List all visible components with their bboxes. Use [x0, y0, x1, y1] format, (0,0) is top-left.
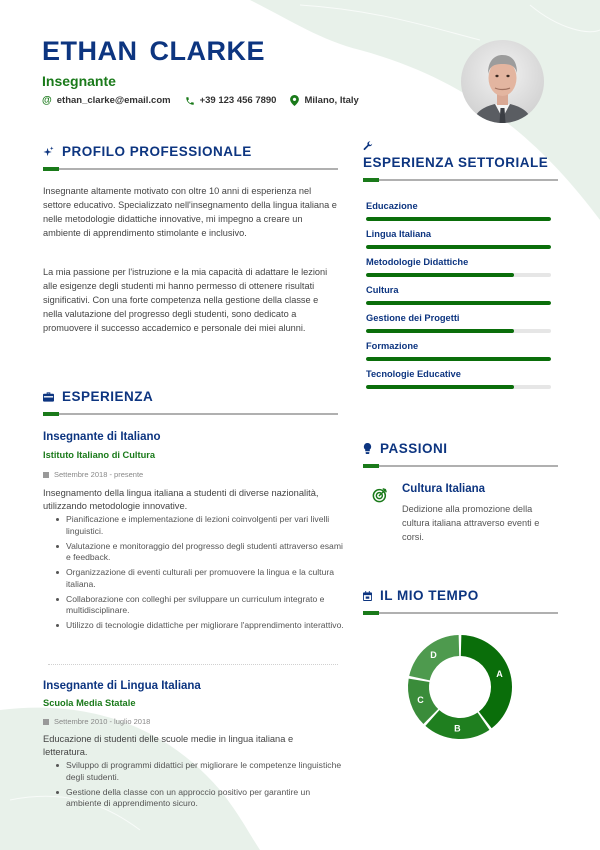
skill-bar-fill — [366, 329, 514, 333]
donut-label-b: B — [454, 723, 461, 734]
skill-item — [366, 369, 556, 397]
section-divider — [363, 465, 558, 467]
skill-item — [366, 341, 556, 369]
job-company: Istituto Italiano di Cultura — [43, 450, 156, 460]
time-section-title — [363, 588, 558, 603]
skill-bar — [366, 217, 551, 221]
job-bullet: Gestione della classe con un approccio positivo per garantire un ambiente di apprendimento sicuro. — [55, 787, 345, 810]
at-icon: @ — [42, 95, 52, 106]
job-bullet: Pianificazione e implementazione di lezioni coinvolgenti per vari livelli linguistici. — [55, 514, 345, 537]
skill-item — [366, 285, 556, 313]
passion-title: Cultura Italiana — [402, 483, 486, 495]
skill-name: Cultura — [366, 285, 399, 295]
section-divider — [43, 413, 338, 415]
profile-section-title — [43, 144, 338, 159]
lightbulb-icon — [363, 443, 372, 454]
job-bullet-list — [55, 760, 345, 813]
passion-description: Dedizione alla promozione della cultura italiana attraverso eventi e corsi. — [402, 504, 540, 542]
passions-section-title — [363, 441, 558, 456]
candidate-name: ETHAN CLARKE — [42, 36, 265, 66]
briefcase-icon — [43, 392, 54, 402]
contact-location-text: Milano, Italy — [304, 95, 359, 106]
skill-name: Formazione — [366, 341, 419, 351]
skill-bar — [366, 245, 551, 249]
passions-section-header — [363, 441, 558, 467]
skill-bar — [366, 329, 551, 333]
contact-email-text: ethan_clarke@email.com — [56, 95, 171, 106]
contact-phone[interactable] — [185, 95, 277, 106]
skill-item — [366, 313, 556, 341]
donut-label-a: A — [496, 669, 503, 680]
time-section-header — [363, 588, 558, 614]
section-divider — [363, 179, 558, 181]
donut-slice-a — [461, 635, 512, 728]
skill-bar-fill — [366, 301, 551, 305]
skill-name: Educazione — [366, 201, 418, 211]
profile-title-text: PROFILO PROFESSIONALE — [62, 144, 252, 159]
candidate-role: Insegnante — [42, 73, 116, 89]
phone-icon — [185, 96, 195, 106]
skill-name: Gestione dei Progetti — [366, 313, 460, 323]
skill-bar — [366, 301, 551, 305]
skill-item — [366, 229, 556, 257]
job-bullet: Utilizzo di tecnologie didattiche per migliorare l'apprendimento interattivo. — [55, 620, 345, 632]
skill-bar-fill — [366, 357, 551, 361]
job-date — [43, 470, 143, 479]
wrench-icon — [363, 141, 558, 155]
job-bullet: Valutazione e monitoraggio del progresso degli studenti attraverso esami e feedback. — [55, 541, 345, 564]
passions-title-text: PASSIONI — [380, 441, 448, 456]
time-donut-chart — [400, 626, 520, 746]
job-date-text: Settembre 2018 - presente — [54, 470, 144, 479]
job-date — [43, 717, 150, 726]
profile-paragraph-1: Insegnante altamente motivato con oltre 10 anni di esperienza nel settore educativo. Specializzato nell'insegnamento della lingua italiana e nelle metodologie didattiche innovative, mi impegno a creare un ambiente di apprendimento stimolante e inclusivo. — [43, 186, 337, 238]
skill-bar-fill — [366, 273, 514, 277]
job-date-text: Settembre 2010 - luglio 2018 — [54, 717, 151, 726]
skill-list — [366, 201, 556, 397]
experience-section-header — [43, 389, 338, 415]
skill-bar-fill — [366, 385, 514, 389]
donut-label-d: D — [430, 650, 437, 661]
contact-list — [42, 95, 359, 106]
skill-bar-fill — [366, 217, 551, 221]
skill-item — [366, 257, 556, 285]
experience-title-text: ESPERIENZA — [62, 389, 154, 404]
profile-paragraph-2: La mia passione per l'istruzione e la mia capacità di adattare le lezioni alle esigenze degli studenti mi hanno permesso di ottenere risultati significativi. Con una forte competenza nella gestione della classe e nella valutazione del progresso degli studenti, sono dedicato a promuovere il successo accademico e personale dei miei alunni. — [43, 267, 328, 333]
skill-name: Lingua Italiana — [366, 229, 432, 239]
skill-item — [366, 201, 556, 229]
job-title: Insegnante di Italiano — [43, 431, 161, 443]
sector-section-title: ESPERIENZA SETTORIALE — [363, 155, 549, 170]
calendar-icon — [43, 719, 49, 725]
contact-phone-text: +39 123 456 7890 — [199, 95, 277, 106]
profile-photo — [461, 40, 544, 123]
sparkle-icon — [43, 146, 54, 157]
time-title-text: IL MIO TEMPO — [380, 588, 479, 603]
job-bullet: Sviluppo di programmi didattici per migliorare le competenze linguistiche degli studenti. — [55, 760, 345, 783]
job-bullet: Collaborazione con colleghi per sviluppare un curriculum integrato e multidisciplinare. — [55, 594, 345, 617]
sector-section-header — [363, 141, 558, 181]
skill-name: Metodologie Didattiche — [366, 257, 469, 267]
job-title: Insegnante di Lingua Italiana — [43, 680, 201, 692]
calendar-icon — [43, 472, 49, 478]
contact-email[interactable] — [42, 95, 171, 106]
skill-bar — [366, 385, 551, 389]
job-description: Educazione di studenti delle scuole medie in lingua italiana e letteratura. — [43, 734, 294, 757]
job-bullet-list — [55, 514, 345, 635]
contact-location — [290, 95, 358, 106]
section-divider — [363, 612, 558, 614]
skill-bar-fill — [366, 245, 551, 249]
job-bullet: Organizzazione di eventi culturali per promuovere la lingua e la cultura italiana. — [55, 567, 345, 590]
job-company: Scuola Media Statale — [43, 698, 136, 708]
target-icon — [372, 487, 388, 503]
experience-section-title — [43, 389, 338, 404]
job-description: Insegnamento della lingua italiana a studenti di diverse nazionalità, utilizzando metodologie innovative. — [43, 488, 319, 511]
skill-bar — [366, 357, 551, 361]
job-divider — [48, 664, 338, 665]
donut-label-c: C — [417, 694, 424, 705]
skill-bar — [366, 273, 551, 277]
map-pin-icon — [290, 95, 299, 106]
skill-name: Tecnologie Educative — [366, 369, 461, 379]
section-divider — [43, 168, 338, 170]
calendar-icon — [363, 591, 372, 601]
profile-section-header — [43, 144, 338, 170]
